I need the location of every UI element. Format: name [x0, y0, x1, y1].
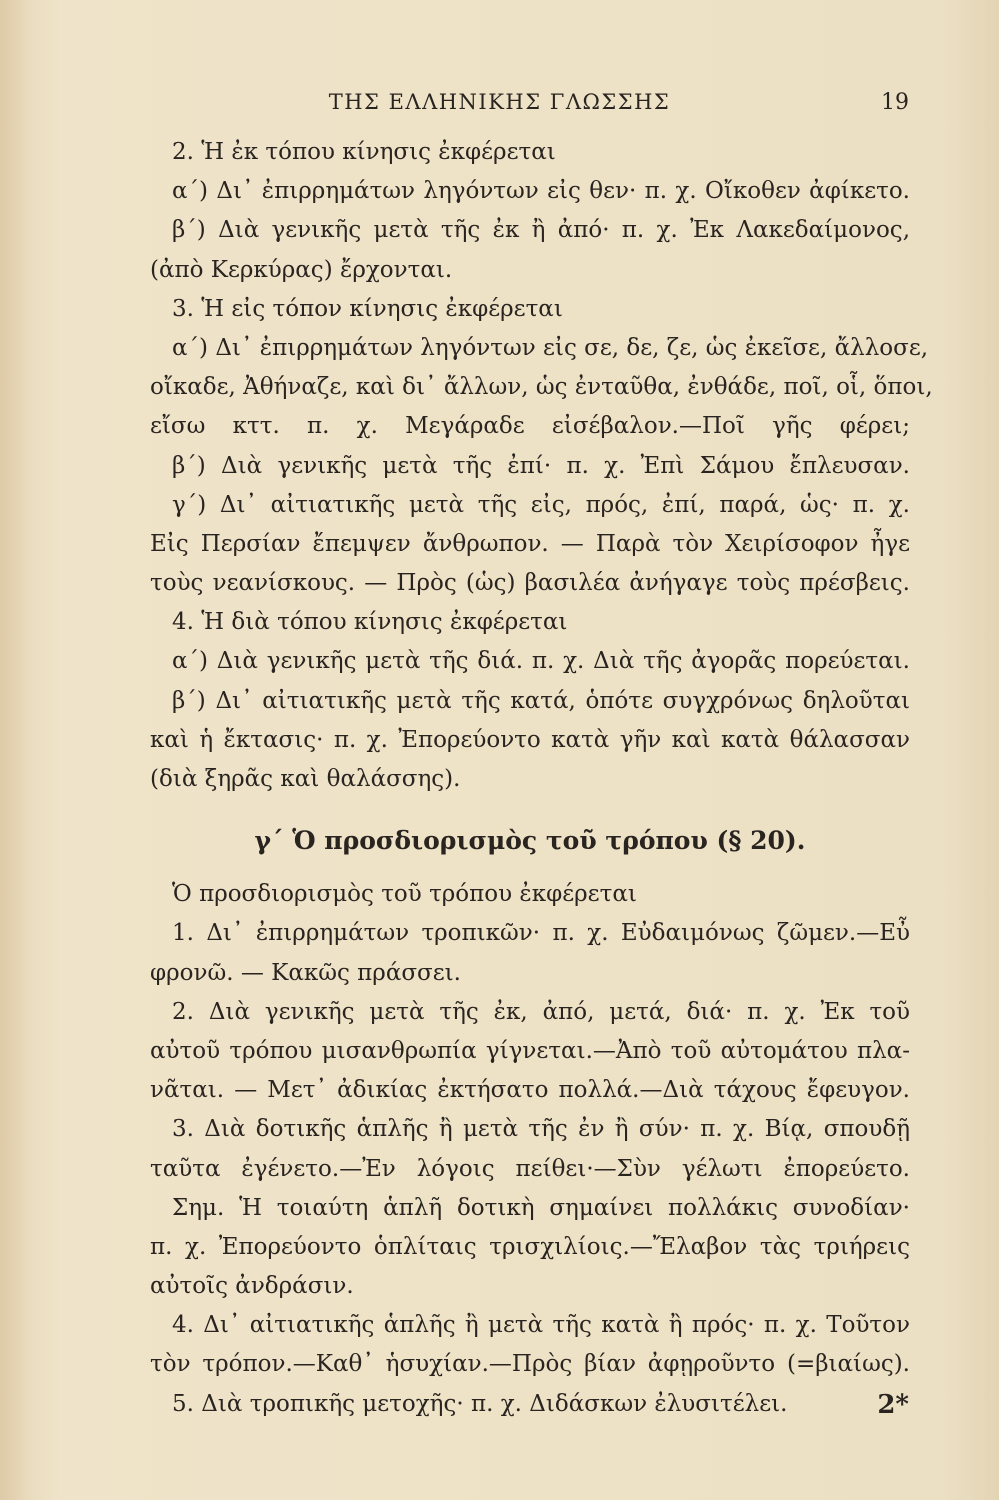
text-line: 5. Διὰ τροπικῆς μετοχῆς· π. χ. Διδάσκων ἐλυσιτέλει.: [172, 1390, 788, 1417]
page-number: 19: [881, 90, 909, 115]
signature-mark: 2*: [877, 1390, 909, 1420]
text-block-place: [150, 133, 933, 799]
text-line: β΄) Δι᾽ αἰτιατικῆς μετὰ τῆς κατά, ὁπότε συγχρόνως δηλοῦται: [172, 687, 910, 714]
text-body: [150, 133, 933, 1424]
text-line: 3. Διὰ δοτικῆς ἁπλῆς ἢ μετὰ τῆς ἐν ἢ σύν· π. χ. Βίᾳ, σπουδῇ: [172, 1116, 910, 1143]
text-line: (διὰ ξηρᾶς καὶ θαλάσσης).: [150, 766, 461, 792]
text-line: Σημ. Ἡ τοιαύτη ἁπλῆ δοτικὴ σημαίνει πολλάκις συνοδίαν·: [172, 1194, 910, 1221]
text-line: α΄) Δι᾽ ἐπιρρημάτων ληγόντων εἰς σε, δε, ζε, ὡς ἐκεῖσε, ἄλλοσε,: [172, 334, 929, 361]
page-header: [0, 90, 999, 124]
text-line: (ἀπὸ Κερκύρας) ἔρχονται.: [150, 256, 453, 283]
text-line: αὐτοῖς ἀνδράσιν.: [150, 1273, 354, 1300]
text-line: π. χ. Ἐπορεύοντο ὁπλίταις τρισχιλίοις.—Ἔλαβον τὰς τριήρεις: [150, 1233, 910, 1260]
text-line: Ὁ προσδιορισμὸς τοῦ τρόπου ἐκφέρεται: [172, 881, 637, 908]
text-line: β΄) Διὰ γενικῆς μετὰ τῆς ἐπί· π. χ. Ἐπὶ Σάμου ἔπλευσαν.: [172, 452, 910, 479]
text-line: 2. Ἡ ἐκ τόπου κίνησις ἐκφέρεται: [172, 139, 556, 165]
text-line: φρονῶ. — Κακῶς πράσσει.: [150, 959, 461, 986]
text-line: τὸν τρόπον.—Καθ᾽ ἡσυχίαν.—Πρὸς βίαν ἀφῃροῦντο (=βιαίως).: [150, 1351, 910, 1378]
text-line: β΄) Διὰ γενικῆς μετὰ τῆς ἐκ ἢ ἀπό· π. χ. Ἐκ Λακεδαίμονος,: [172, 217, 910, 244]
text-block-manner: [150, 875, 910, 1424]
text-line: γ΄) Δι᾽ αἰτιατικῆς μετὰ τῆς εἰς, πρός, ἐπί, παρά, ὡς· π. χ.: [172, 491, 910, 518]
text-line: 3. Ἡ εἰς τόπον κίνησις ἐκφέρεται: [172, 295, 563, 322]
text-line: 4. Ἡ διὰ τόπου κίνησις ἐκφέρεται: [172, 609, 568, 636]
text-line: ταῦτα ἐγένετο.—Ἐν λόγοις πείθει·—Σὺν γέλωτι ἐπορεύετο.: [150, 1155, 910, 1182]
text-line: αὐτοῦ τρόπου μισανθρωπία γίγνεται.—Ἀπὸ τοῦ αὐτομάτου πλα-: [150, 1037, 910, 1064]
text-line: οἴκαδε, Ἀθήναζε, καὶ δι᾽ ἄλλων, ὡς ἐνταῦθα, ἐνθάδε, ποῖ, οἷ, ὅποι,: [150, 374, 933, 401]
section-heading: γ΄ Ὁ προσδιορισμὸς τοῦ τρόπου (§ 20).: [254, 826, 806, 856]
running-title: ΤΗΣ ΕΛΛΗΝΙΚΗΣ ΓΛΩΣΣΗΣ: [328, 90, 671, 114]
text-line: τοὺς νεανίσκους. — Πρὸς (ὡς) βασιλέα ἀνήγαγε τοὺς πρέσβεις.: [150, 570, 910, 597]
text-line: 1. Δι᾽ ἐπιρρημάτων τροπικῶν· π. χ. Εὐδαιμόνως ζῶμεν.—Εὖ: [172, 920, 910, 947]
text-line: 2. Διὰ γενικῆς μετὰ τῆς ἐκ, ἀπό, μετά, διά· π. χ. Ἐκ τοῦ: [172, 998, 910, 1025]
text-line: α΄) Δι᾽ ἐπιρρημάτων ληγόντων εἰς θεν· π. χ. Οἴκοθεν ἀφίκετο.: [172, 178, 910, 205]
text-line: νᾶται. — Μετ᾽ ἀδικίας ἐκτήσατο πολλά.—Διὰ τάχους ἔφευγον.: [150, 1077, 910, 1104]
text-line: α΄) Διὰ γενικῆς μετὰ τῆς διά. π. χ. Διὰ τῆς ἀγορᾶς πορεύεται.: [172, 648, 910, 675]
text-line: εἴσω κττ. π. χ. Μεγάραδε εἰσέβαλον.—Ποῖ γῆς φέρει;: [150, 413, 910, 440]
text-line: 4. Δι᾽ αἰτιατικῆς ἁπλῆς ἢ μετὰ τῆς κατὰ ἢ πρός· π. χ. Τοῦτον: [172, 1312, 910, 1339]
text-line: Εἰς Περσίαν ἔπεμψεν ἄνθρωπον. — Παρὰ τὸν Χειρίσοφον ἦγε: [150, 530, 910, 557]
text-line: καὶ ἡ ἔκτασις· π. χ. Ἐπορεύοντο κατὰ γῆν καὶ κατὰ θάλασσαν: [150, 726, 910, 753]
